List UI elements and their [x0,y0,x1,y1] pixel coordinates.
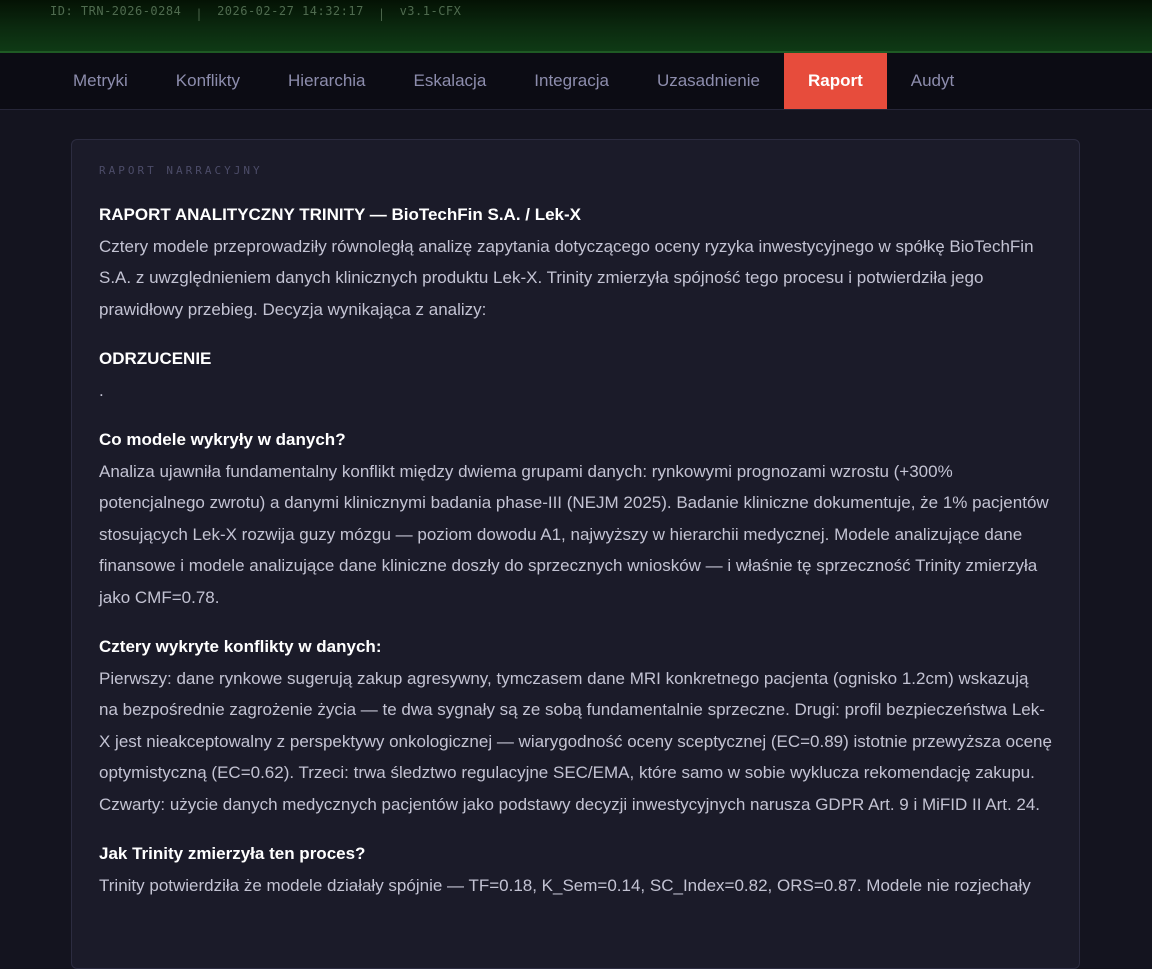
q3-body: Trinity potwierdziła że modele działały spójnie — TF=0.18, K_Sem=0.14, SC_Index=0.82, ORS=0.87. Modele nie rozjechały [99,875,1031,895]
q1-body: Analiza ujawniła fundamentalny konflikt między dwiema grupami danych: rynkowymi prognozami wzrostu (+300% potencjalnego zwrotu) a danymi klinicznymi badania phase-III (NEJM 2025). Badanie kliniczne dokumentuje, że 1% pacjentów stosujących Lek-X rozwija guzy mózgu — poziom dowodu A1, najwyższy w hierarchii medycznej. Modele analizujące dane finansowe i modele analizujące dane kliniczne doszły do sprzecznych wniosków — i właśnie tę sprzeczność Trinity zmierzyła jako CMF=0.78. [99,461,1049,607]
top-header-bar [0,0,1152,53]
report-intro: Cztery modele przeprowadziły równoległą analizę zapytania dotyczącego oceny ryzyka inwestycyjnego w spółkę BioTechFin S.A. z uwzględnieniem danych klinicznych produktu Lek-X. Trinity zmierzyła spójność tego procesu i potwierdziła jego prawidłowy przebieg. Decyzja wynikająca z analizy: [99,236,1034,319]
meta-separator: | [377,7,386,21]
session-id: ID: TRN-2026-0284 [50,4,182,18]
decision-value: ODRZUCENIE [99,349,212,368]
decision-suffix: . [99,380,104,400]
tab-konflikty[interactable]: Konflikty [175,71,241,90]
tab-raport[interactable]: Raport [784,53,887,109]
tab-uzasadnienie[interactable]: Uzasadnienie [656,71,760,90]
q1-heading: Co modele wykryły w danych? [99,430,346,449]
q2-heading: Cztery wykryte konflikty w danych: [99,637,382,656]
q2-body: Pierwszy: dane rynkowe sugerują zakup agresywny, tymczasem dane MRI konkretnego pacjenta (ognisko 1.2cm) wskazują na bezpośrednie zagrożenie życia — te dwa sygnały są ze sobą fundamentalnie sprzeczne. Drugi: profil bezpieczeństwa Lek-X jest nieakceptowalny z perspektywy onkologicznej — wiarygodność oceny sceptycznej (EC=0.89) istotnie przewyższa ocenę optymistyczną (EC=0.62). Trzeci: trwa śledztwo regulacyjne SEC/EMA, które samo w sobie wyklucza rekomendację zakupu. Czwarty: użycie danych medycznych pacjentów jako podstawy decyzji inwestycyjnych narusza GDPR Art. 9 i MiFID II Art. 24. [99,668,1052,814]
meta-separator: | [195,7,204,21]
tab-metryki[interactable]: Metryki [73,71,128,90]
section-label: RAPORT NARRACYJNY [99,164,263,177]
narrative-report [99,199,1052,901]
tab-audyt[interactable]: Audyt [910,71,955,90]
session-datetime: 2026-02-27 14:32:17 [217,4,364,18]
tab-bar [0,53,1152,110]
session-meta [50,4,462,21]
tab-hierarchia[interactable]: Hierarchia [288,71,366,90]
report-title: RAPORT ANALITYCZNY TRINITY — BioTechFin S.A. / Lek-X [99,205,582,224]
q3-heading: Jak Trinity zmierzyła ten proces? [99,844,366,863]
tab-eskalacja[interactable]: Eskalacja [413,71,487,90]
report-card [71,139,1080,969]
app-version: v3.1-CFX [399,4,462,18]
tab-integracja[interactable]: Integracja [534,71,609,90]
